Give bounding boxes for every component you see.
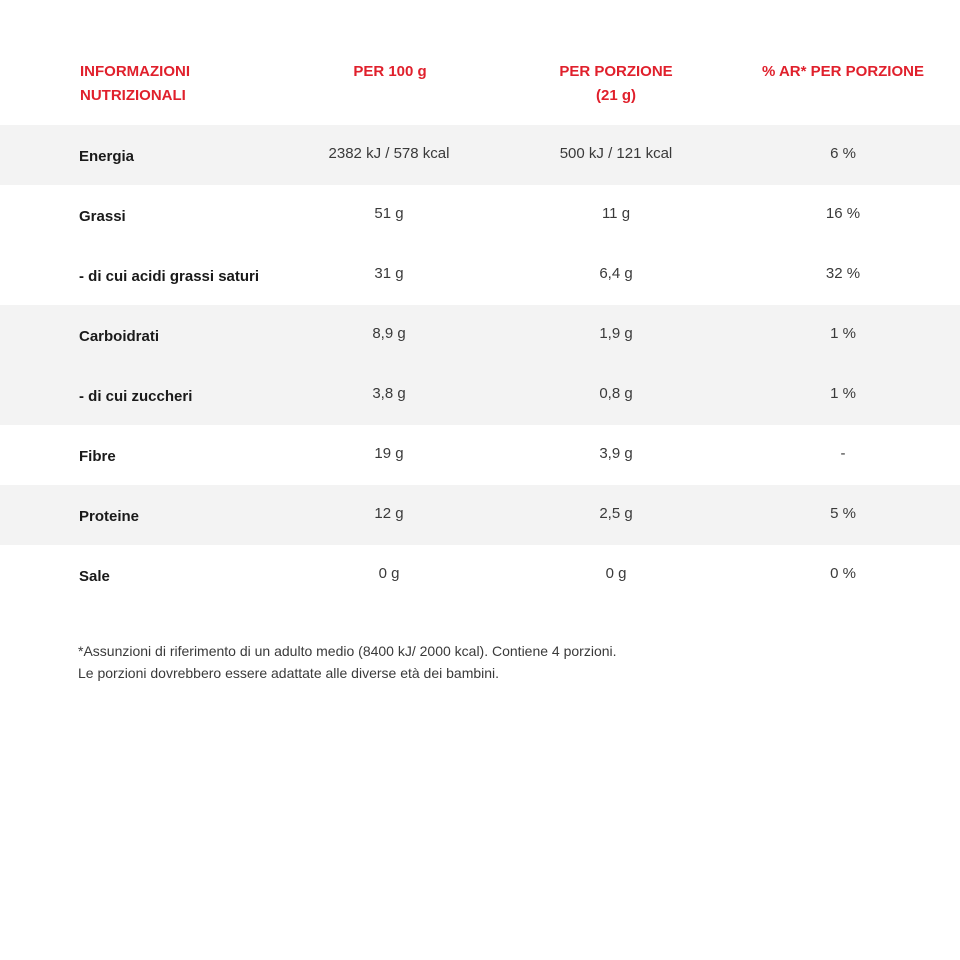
row-value-per-100g: 0 g: [378, 565, 400, 582]
table-row: [0, 245, 960, 305]
row-value-per-100g: 3,8 g: [372, 385, 406, 402]
header-per-100g-text: PER 100 g: [353, 63, 427, 80]
header-label-line1: INFORMAZIONI: [80, 63, 190, 80]
row-label: - di cui acidi grassi saturi: [79, 268, 260, 285]
header-label-column: [80, 60, 190, 108]
row-value-per-100g: 8,9 g: [372, 325, 406, 342]
row-label: Carboidrati: [79, 328, 160, 345]
row-value-ar: 6 %: [830, 145, 856, 162]
header-per-100g: [290, 60, 490, 84]
row-value-per-100g: 31 g: [374, 265, 404, 282]
table-row: [0, 365, 960, 425]
header-ar-per-portion: [743, 60, 943, 84]
row-label: - di cui zuccheri: [79, 388, 193, 405]
row-value-per-100g: 12 g: [374, 505, 404, 522]
row-value-per-portion: 500 kJ / 121 kcal: [559, 145, 673, 162]
header-ar-per-portion-text: % AR* PER PORZIONE: [762, 63, 924, 80]
row-value-per-portion: 2,5 g: [599, 505, 633, 522]
table-row: [0, 485, 960, 545]
row-value-per-portion: 3,9 g: [599, 445, 633, 462]
table-row: [0, 125, 960, 185]
header-per-portion-line1: PER PORZIONE: [559, 63, 673, 80]
table-row: [0, 305, 960, 365]
row-label: Grassi: [79, 208, 126, 225]
table-row: [0, 545, 960, 605]
row-value-per-portion: 0 g: [605, 565, 627, 582]
row-value-per-portion: 1,9 g: [599, 325, 633, 342]
row-label: Sale: [79, 568, 110, 585]
header-per-portion: [516, 60, 716, 108]
row-value-ar: 0 %: [830, 565, 856, 582]
header-per-portion-line2: (21 g): [595, 87, 636, 104]
row-value-ar: 16 %: [825, 205, 861, 222]
row-label: Fibre: [79, 448, 116, 465]
reference-intake-footnote: [78, 640, 898, 684]
row-value-per-portion: 11 g: [601, 205, 631, 222]
nutrition-table-body: [0, 125, 960, 605]
row-value-ar: -: [840, 445, 846, 462]
row-value-per-100g: 2382 kJ / 578 kcal: [328, 145, 450, 162]
row-label: Proteine: [79, 508, 140, 525]
footnote-line1: *Assunzioni di riferimento di un adulto medio (8400 kJ/ 2000 kcal). Contiene 4 porzioni.: [78, 643, 617, 659]
table-row: [0, 425, 960, 485]
row-value-ar: 1 %: [830, 385, 856, 402]
nutrition-table-header: [0, 60, 960, 120]
table-row: [0, 185, 960, 245]
row-value-per-portion: 6,4 g: [599, 265, 633, 282]
row-value-ar: 32 %: [825, 265, 861, 282]
row-label: Energia: [79, 148, 135, 165]
row-value-per-portion: 0,8 g: [599, 385, 633, 402]
header-label-line2: NUTRIZIONALI: [80, 87, 186, 104]
row-value-ar: 5 %: [830, 505, 856, 522]
row-value-per-100g: 51 g: [374, 205, 404, 222]
row-value-per-100g: 19 g: [374, 445, 404, 462]
row-value-ar: 1 %: [830, 325, 856, 342]
footnote-line2: Le porzioni dovrebbero essere adattate alle diverse età dei bambini.: [78, 665, 500, 681]
